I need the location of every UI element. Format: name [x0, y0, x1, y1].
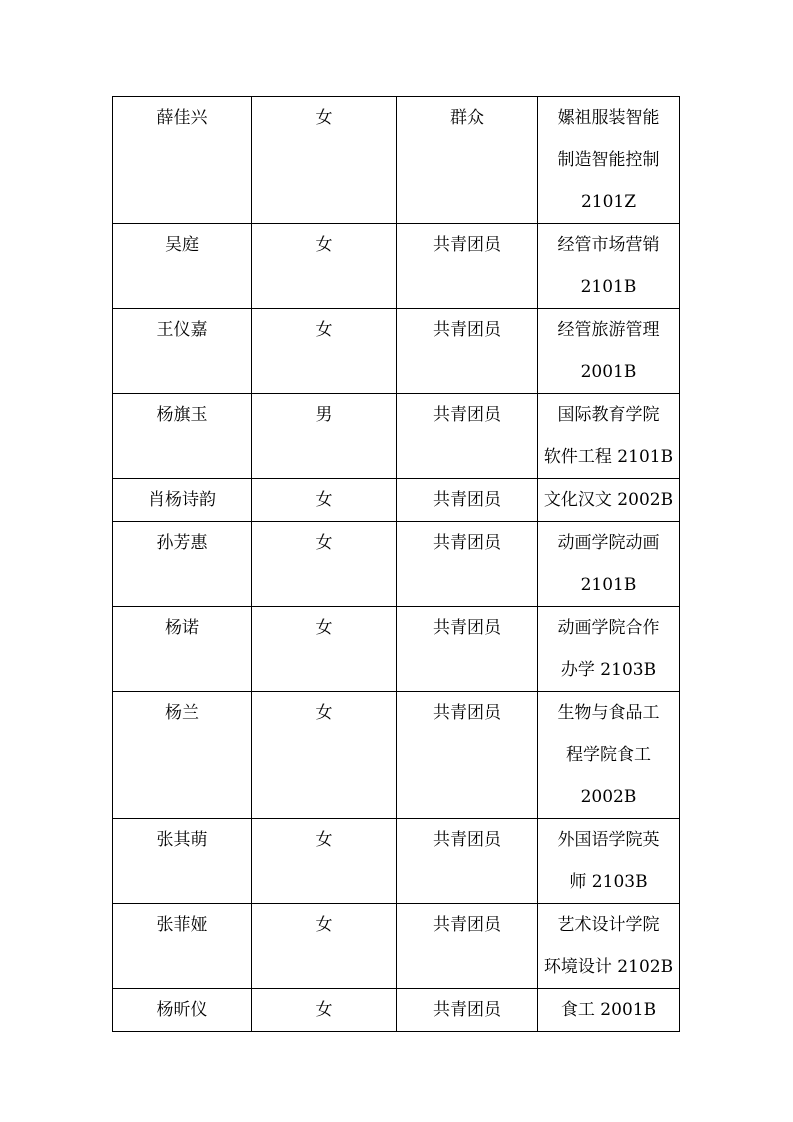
name-cell: 薛佳兴 — [113, 97, 252, 224]
class-line: 动画学院动画 — [557, 533, 660, 553]
gender-cell: 女 — [252, 522, 397, 607]
class-line: 外国语学院英 — [557, 830, 660, 850]
class-line: 经管市场营销 — [557, 235, 660, 255]
table-row — [113, 989, 680, 1032]
gender-cell: 女 — [252, 479, 397, 522]
class-line: 2101Z — [580, 192, 637, 212]
political-status-cell: 共青团员 — [397, 989, 538, 1032]
class-cell — [538, 989, 680, 1032]
political-status-cell: 共青团员 — [397, 224, 538, 309]
name-cell: 肖杨诗韵 — [113, 479, 252, 522]
table-row — [113, 479, 680, 522]
class-line: 程学院食工 — [566, 745, 651, 765]
class-line: 艺术设计学院 — [557, 915, 660, 935]
political-status-cell: 群众 — [397, 97, 538, 224]
class-cell — [538, 479, 680, 522]
table-row — [113, 224, 680, 309]
class-line: 2101B — [580, 575, 637, 595]
class-line: 软件工程 2101B — [543, 447, 674, 467]
class-cell — [538, 224, 680, 309]
gender-cell: 男 — [252, 394, 397, 479]
political-status-cell: 共青团员 — [397, 309, 538, 394]
name-cell: 杨兰 — [113, 692, 252, 819]
class-cell — [538, 607, 680, 692]
class-line: 文化汉文 2002B — [543, 490, 674, 510]
class-cell — [538, 819, 680, 904]
table-row — [113, 607, 680, 692]
table-row — [113, 819, 680, 904]
political-status-cell: 共青团员 — [397, 819, 538, 904]
name-cell: 吴庭 — [113, 224, 252, 309]
gender-cell: 女 — [252, 692, 397, 819]
class-line: 经管旅游管理 — [557, 320, 660, 340]
member-roster-table — [112, 96, 680, 1032]
table-row — [113, 692, 680, 819]
political-status-cell: 共青团员 — [397, 904, 538, 989]
table-row — [113, 394, 680, 479]
name-cell: 杨旗玉 — [113, 394, 252, 479]
class-line: 嫘祖服装智能 — [557, 108, 660, 128]
class-line: 师 2103B — [569, 872, 648, 892]
table-row — [113, 97, 680, 224]
class-line: 生物与食品工 — [557, 703, 660, 723]
table-row — [113, 309, 680, 394]
class-line: 食工 2001B — [560, 1000, 657, 1020]
political-status-cell: 共青团员 — [397, 479, 538, 522]
name-cell: 张菲娅 — [113, 904, 252, 989]
class-cell — [538, 394, 680, 479]
table-row — [113, 904, 680, 989]
name-cell: 张其萌 — [113, 819, 252, 904]
name-cell: 王仪嘉 — [113, 309, 252, 394]
class-cell — [538, 904, 680, 989]
political-status-cell: 共青团员 — [397, 394, 538, 479]
class-line: 制造智能控制 — [557, 150, 660, 170]
class-cell — [538, 522, 680, 607]
class-cell — [538, 692, 680, 819]
roster-table-body — [113, 97, 680, 1032]
political-status-cell: 共青团员 — [397, 522, 538, 607]
name-cell: 孙芳惠 — [113, 522, 252, 607]
gender-cell: 女 — [252, 309, 397, 394]
name-cell: 杨诺 — [113, 607, 252, 692]
gender-cell: 女 — [252, 97, 397, 224]
gender-cell: 女 — [252, 607, 397, 692]
table-row — [113, 522, 680, 607]
class-line: 2002B — [580, 787, 637, 807]
class-line: 2101B — [580, 277, 637, 297]
class-line: 2001B — [580, 362, 637, 382]
class-cell — [538, 97, 680, 224]
class-line: 国际教育学院 — [557, 405, 660, 425]
class-line: 动画学院合作 — [557, 618, 660, 638]
class-line: 办学 2103B — [560, 660, 657, 680]
class-line: 环境设计 2102B — [543, 957, 674, 977]
gender-cell: 女 — [252, 819, 397, 904]
gender-cell: 女 — [252, 904, 397, 989]
gender-cell: 女 — [252, 989, 397, 1032]
political-status-cell: 共青团员 — [397, 607, 538, 692]
gender-cell: 女 — [252, 224, 397, 309]
name-cell: 杨昕仪 — [113, 989, 252, 1032]
class-cell — [538, 309, 680, 394]
political-status-cell: 共青团员 — [397, 692, 538, 819]
